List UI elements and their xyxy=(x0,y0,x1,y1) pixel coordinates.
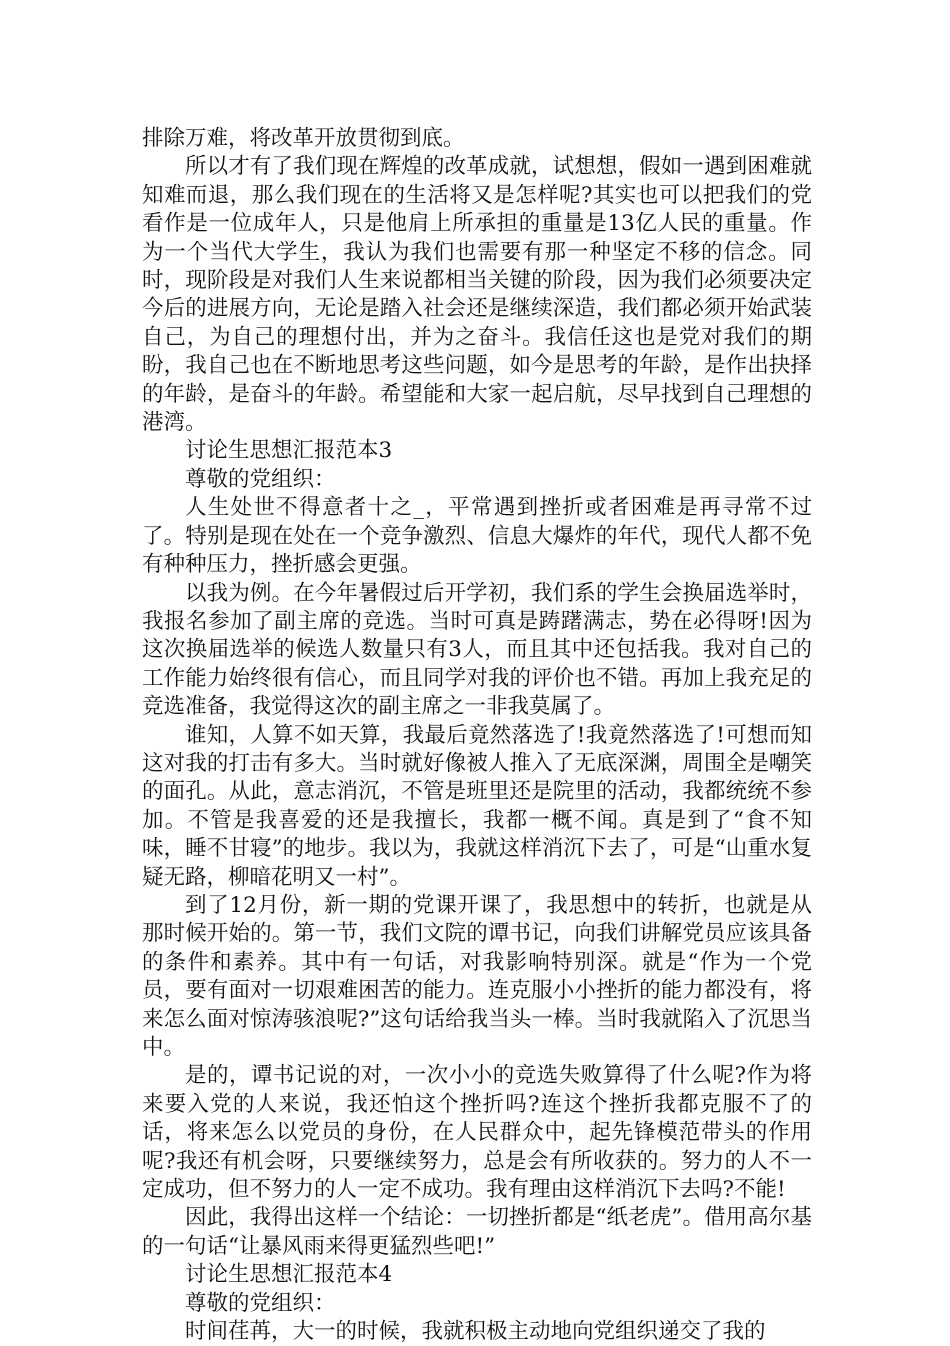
document-body xyxy=(142,125,812,1346)
section-title-sample-4: 讨论生思想汇报范本4 xyxy=(185,1262,393,1288)
paragraph-reflection: 是的，谭书记说的对，一次小小的竞选失败算得了什么呢?作为将来要入党的人来说，我还怕这个挫折吗?连这个挫折我都克服不了的话，将来怎么以党员的身份，在人民群众中，起先锋模范带头的作用呢?我还有机会呀，只要继续努力，总是会有所收获的。努力的人不一定成功，但不努力的人一定不成功。我有理由这样消沉下去吗?不能! xyxy=(142,1063,812,1203)
salutation-sample-4: 尊敬的党组织： xyxy=(185,1290,336,1316)
paragraph-election: 以我为例。在今年暑假过后开学初，我们系的学生会换届选举时，我报名参加了副主席的竞选。当时可真是踌躇满志，势在必得呀!因为这次换届选举的候选人数量只有3人，而且其中还包括我。我对自己的工作能力始终很有信心，而且同学对我的评价也不错。再加上我充足的竞选准备，我觉得这次的副主席之一非我莫属了。 xyxy=(142,580,812,720)
paragraph-time-passes: 时间荏苒，大一的时候，我就积极主动地向党组织递交了我的 xyxy=(185,1319,766,1345)
paragraph-defeat: 谁知，人算不如天算，我最后竟然落选了!我竟然落选了!可想而知这对我的打击有多大。当时就好像被人推入了无底深渊，周围全是嘲笑的面孔。从此，意志消沉，不管是班里还是院里的活动，我都统统不参加。不管是我喜爱的还是我擅长，我都一概不闻。真是到了“食不知味，睡不甘寝”的地步。我以为，我就这样消沉下去了，可是“山重水复疑无路，柳暗花明又一村”。 xyxy=(142,722,812,890)
section-title-sample-3: 讨论生思想汇报范本3 xyxy=(185,438,393,464)
salutation-sample-3: 尊敬的党组织： xyxy=(185,466,336,492)
paragraph-conclusion: 因此，我得出这样一个结论：一切挫折都是“纸老虎”。借用高尔基的一句话“让暴风雨来得更猛烈些吧!” xyxy=(142,1205,812,1259)
paragraph-party-class: 到了12月份，新一期的党课开课了，我思想中的转折，也就是从那时候开始的。第一节，我们文院的谭书记，向我们讲解党员应该具备的条件和素养。其中有一句话，对我影响特别深。就是“作为一个党员，要有面对一切艰难困苦的能力。连克服小小挫折的能力都没有，将来怎么面对惊涛骇浪呢?”这句话给我当头一棒。当时我就陷入了沉思当中。 xyxy=(142,892,812,1060)
paragraph-reform-achievements: 所以才有了我们现在辉煌的改革成就，试想想，假如一遇到困难就知难而退，那么我们现在的生活将又是怎样呢?其实也可以把我们的党看作是一位成年人，只是他肩上所承担的重量是13亿人民的重量。作为一个当代大学生，我认为我们也需要有那一种坚定不移的信念。同时，现阶段是对我们人生来说都相当关键的阶段，因为我们必须要决定今后的进展方向，无论是踏入社会还是继续深造，我们都必须开始武装自己，为自己的理想付出，并为之奋斗。我信任这也是党对我们的期盼，我自己也在不断地思考这些问题，如今是思考的年龄，是作出抉择的年龄，是奋斗的年龄。希望能和大家一起启航，尽早找到自己理想的港湾。 xyxy=(142,154,812,436)
paragraph-continuation: 排除万难，将改革开放贯彻到底。 xyxy=(142,126,465,151)
paragraph-life-setbacks: 人生处世不得意者十之_，平常遇到挫折或者困难是再寻常不过了。特别是现在处在一个竞争激烈、信息大爆炸的年代，现代人都不免有种种压力，挫折感会更强。 xyxy=(142,495,812,578)
